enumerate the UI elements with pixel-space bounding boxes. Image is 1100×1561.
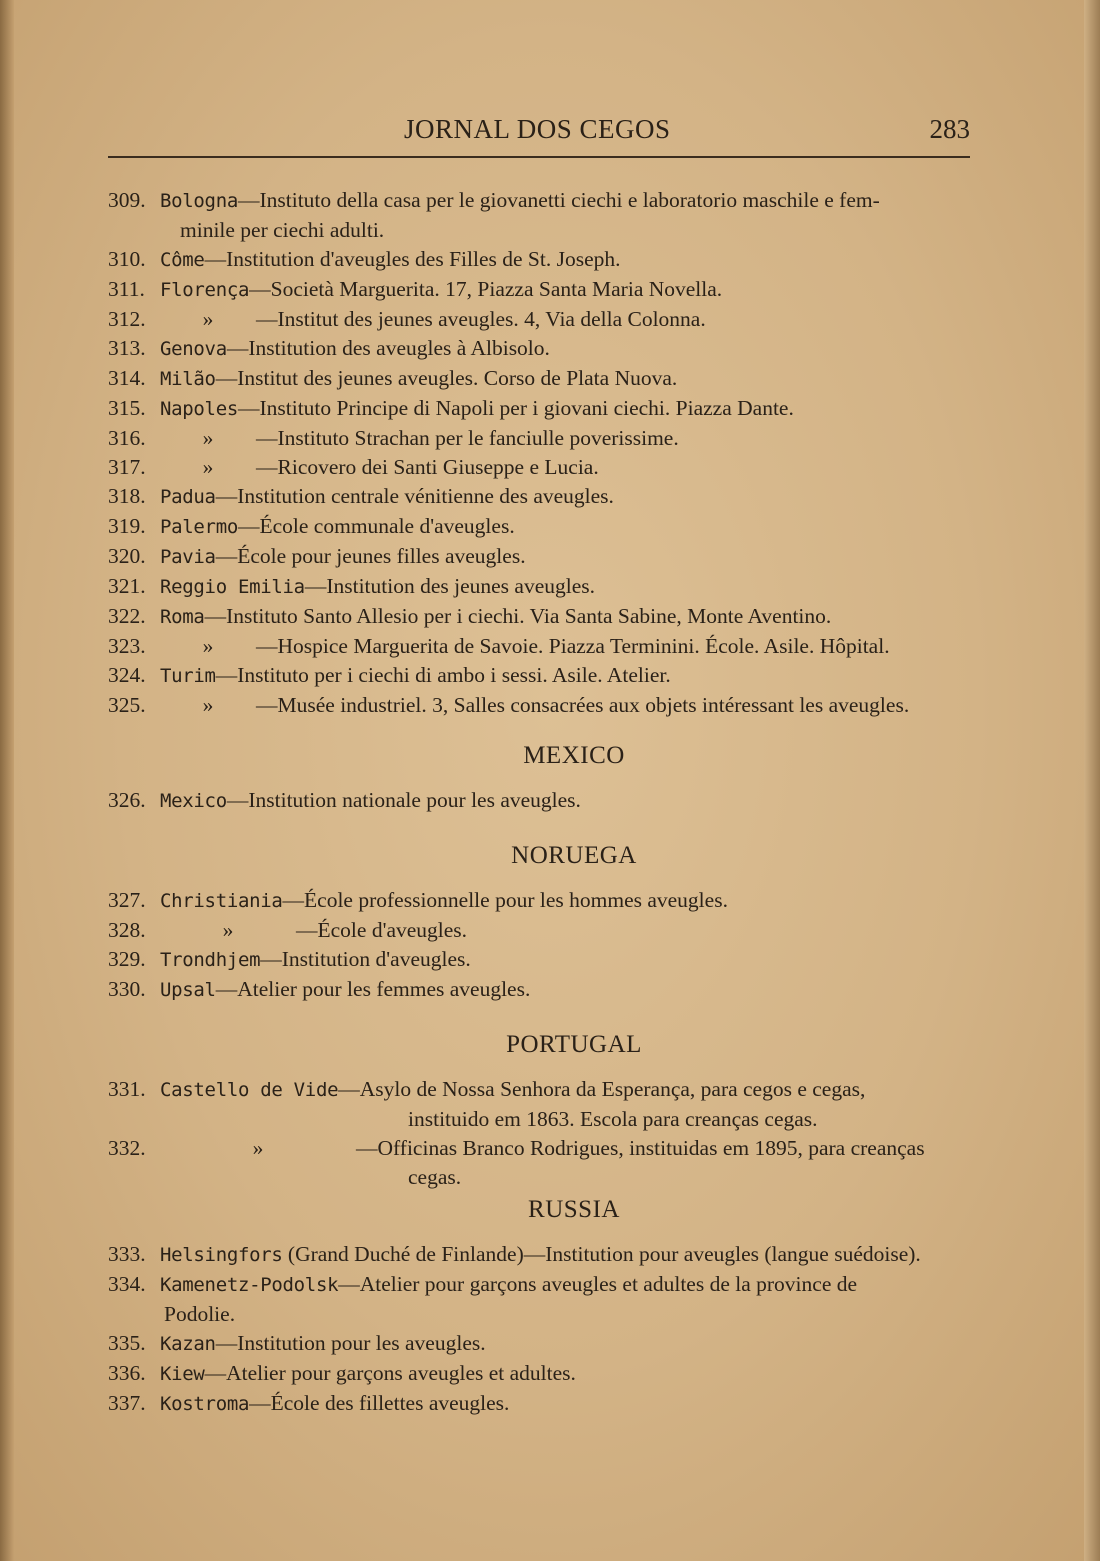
entry-body [160, 364, 980, 394]
entry-continuation: Podolie. [164, 1302, 236, 1326]
entry-body [160, 602, 980, 632]
entry-list-mexico [108, 786, 980, 816]
entry-number: 317. [108, 455, 146, 479]
entry-body [160, 661, 980, 691]
page-header [108, 112, 970, 152]
list-item [108, 632, 980, 661]
entry-text: —Institut des jeunes aveugles. Corso de Plata Nuova. [215, 366, 678, 390]
list-item [108, 691, 980, 720]
entry-body [160, 334, 980, 364]
place-name: Trondhjem [160, 949, 261, 971]
entry-body [160, 512, 980, 542]
list-item [108, 512, 980, 542]
entry-number: 326. [108, 788, 146, 812]
entry-number: 335. [108, 1331, 146, 1355]
entry-number: 324. [108, 663, 146, 687]
list-item [108, 334, 980, 364]
entry-body [160, 424, 980, 453]
entry-body [160, 245, 980, 275]
place-name: Kazan [160, 1333, 216, 1355]
entry-text: —Instituto Principe di Napoli per i giovani ciechi. Piazza Dante. [237, 396, 794, 420]
ditto-mark: » [202, 426, 214, 450]
entry-text: —École d'aveugles. [296, 918, 468, 942]
entry-number: 321. [108, 574, 146, 598]
place-name: Kostroma [160, 1393, 250, 1415]
place-name: Kamenetz-Podolsk [160, 1274, 339, 1296]
list-item [108, 482, 980, 512]
ditto-mark: » [202, 634, 214, 658]
place-name: Roma [160, 606, 205, 628]
entry-number: 320. [108, 544, 146, 568]
header-rule [108, 156, 970, 158]
running-title: JORNAL DOS CEGOS [404, 114, 671, 144]
list-item [108, 1240, 980, 1270]
list-item [108, 1359, 980, 1389]
place-name: Milão [160, 368, 216, 390]
entry-number: 314. [108, 366, 146, 390]
section-title-portugal: PORTUGAL [506, 1031, 642, 1058]
entry-text: (Grand Duché de Finlande)—Institution pour aveugles (langue suédoise). [282, 1242, 921, 1266]
entry-body [160, 453, 980, 482]
place-name: Pavia [160, 546, 216, 568]
entry-text: —Officinas Branco Rodrigues, instituidas em 1895, para creanças [356, 1136, 925, 1160]
entry-list-italy [108, 186, 980, 720]
list-item [108, 916, 980, 945]
entry-body [160, 916, 980, 945]
entry-number: 328. [108, 918, 146, 942]
entry-number: 309. [108, 188, 146, 212]
entry-text: —Musée industriel. 3, Salles consacrées aux objets intéressant les aveugles. [256, 693, 910, 717]
entry-text: —Società Marguerita. 17, Piazza Santa Maria Novella. [249, 277, 723, 301]
entry-text: —École professionnelle pour les hommes aveugles. [282, 888, 728, 912]
entry-body [160, 1389, 980, 1419]
list-item [108, 186, 980, 245]
entry-body [160, 305, 980, 334]
entry-body [160, 1329, 980, 1359]
entry-text: —Institution nationale pour les aveugles. [226, 788, 581, 812]
list-item [108, 1134, 980, 1192]
page-number: 283 [929, 114, 970, 144]
entry-number: 337. [108, 1391, 146, 1415]
place-name: Genova [160, 338, 227, 360]
entry-body [160, 1075, 980, 1134]
entry-text: —Institution des jeunes aveugles. [304, 574, 596, 598]
entry-text: —Institution d'aveugles. [260, 947, 471, 971]
ditto-mark: » [202, 307, 214, 331]
list-item [108, 245, 980, 275]
entry-continuation: cegas. [408, 1165, 462, 1189]
section-title-norway: NORUEGA [511, 842, 637, 869]
entry-text: —Institution pour les aveugles. [215, 1331, 486, 1355]
place-name: Reggio Emilia [160, 576, 305, 598]
ditto-mark: » [222, 918, 234, 942]
entry-list-norway [108, 886, 980, 1005]
list-item [108, 453, 980, 482]
entry-text: —Asylo de Nossa Senhora da Esperança, para cegos e cegas, [338, 1077, 866, 1101]
entry-text: —Instituto della casa per le giovanetti ciechi e laboratorio maschile e fem- [237, 188, 880, 212]
entry-text: —Institution centrale vénitienne des aveugles. [215, 484, 614, 508]
entry-number: 332. [108, 1136, 146, 1160]
list-item [108, 786, 980, 816]
place-name: Bologna [160, 190, 238, 212]
entry-number: 316. [108, 426, 146, 450]
entry-body [160, 1270, 980, 1329]
entry-text: —Ricovero dei Santi Giuseppe e Lucia. [256, 455, 599, 479]
section-title-mexico: MEXICO [523, 742, 625, 769]
list-item [108, 394, 980, 424]
entry-number: 310. [108, 247, 146, 271]
entry-body [160, 275, 980, 305]
place-name: Kiew [160, 1363, 205, 1385]
entry-body [160, 542, 980, 572]
entry-text: —École communale d'aveugles. [237, 514, 515, 538]
entry-body [160, 186, 980, 245]
entry-list-portugal [108, 1075, 980, 1192]
content-column [108, 186, 980, 1419]
list-item [108, 275, 980, 305]
entry-body [160, 786, 980, 816]
entry-number: 318. [108, 484, 146, 508]
entry-number: 325. [108, 693, 146, 717]
entry-number: 336. [108, 1361, 146, 1385]
entry-number: 311. [108, 277, 145, 301]
entry-body [160, 1240, 980, 1270]
list-item [108, 1329, 980, 1359]
entry-text: —École des fillettes aveugles. [249, 1391, 510, 1415]
place-name: Helsingfors [160, 1244, 283, 1266]
entry-text: —Atelier pour garçons aveugles et adultes. [204, 1361, 576, 1385]
entry-continuation: instituido em 1863. Escola para creanças cegas. [408, 1107, 818, 1131]
list-item [108, 661, 980, 691]
entry-body [160, 1359, 980, 1389]
entry-number: 312. [108, 307, 146, 331]
entry-body [160, 1134, 980, 1192]
page-outer-edge [1084, 0, 1100, 1561]
entry-number: 327. [108, 888, 146, 912]
entry-number: 329. [108, 947, 146, 971]
entry-text: —Institution d'aveugles des Filles de St. Joseph. [204, 247, 621, 271]
entry-list-russia [108, 1240, 980, 1419]
entry-number: 334. [108, 1272, 146, 1296]
entry-text: —Institut des jeunes aveugles. 4, Via della Colonna. [256, 307, 706, 331]
entry-text: —Atelier pour les femmes aveugles. [215, 977, 531, 1001]
entry-body [160, 394, 980, 424]
ditto-mark: » [252, 1136, 264, 1160]
entry-text: —Atelier pour garçons aveugles et adultes de la province de [338, 1272, 858, 1296]
page-binding-edge [0, 0, 14, 1561]
place-name: Palermo [160, 516, 238, 538]
entry-text: —École pour jeunes filles aveugles. [215, 544, 526, 568]
list-item [108, 1270, 980, 1329]
list-item [108, 602, 980, 632]
list-item [108, 1389, 980, 1419]
place-name: Turim [160, 665, 216, 687]
entry-body [160, 482, 980, 512]
list-item [108, 572, 980, 602]
entry-number: 313. [108, 336, 146, 360]
entry-number: 322. [108, 604, 146, 628]
entry-body [160, 572, 980, 602]
place-name: Christiania [160, 890, 283, 912]
place-name: Napoles [160, 398, 238, 420]
entry-body [160, 632, 980, 661]
list-item [108, 1075, 980, 1134]
entry-number: 323. [108, 634, 146, 658]
place-name: Côme [160, 249, 205, 271]
entry-number: 330. [108, 977, 146, 1001]
entry-number: 319. [108, 514, 146, 538]
entry-text: —Instituto Santo Allesio per i ciechi. Via Santa Sabine, Monte Aventino. [204, 604, 832, 628]
entry-text: —Institution des aveugles à Albisolo. [226, 336, 550, 360]
place-name: Upsal [160, 979, 216, 1001]
entry-continuation: minile per ciechi adulti. [180, 218, 385, 242]
list-item [108, 975, 980, 1005]
entry-body [160, 975, 980, 1005]
list-item [108, 364, 980, 394]
entry-number: 333. [108, 1242, 146, 1266]
place-name: Padua [160, 486, 216, 508]
list-item [108, 424, 980, 453]
list-item [108, 542, 980, 572]
list-item [108, 945, 980, 975]
entry-text: —Instituto per i ciechi di ambo i sessi. Asile. Atelier. [215, 663, 671, 687]
entry-body [160, 691, 980, 720]
entry-number: 331. [108, 1077, 146, 1101]
entry-body [160, 886, 980, 916]
entry-text: —Instituto Strachan per le fanciulle poverissime. [256, 426, 679, 450]
place-name: Mexico [160, 790, 227, 812]
entry-body [160, 945, 980, 975]
place-name: Castello de Vide [160, 1079, 339, 1101]
entry-text: —Hospice Marguerita de Savoie. Piazza Terminini. École. Asile. Hôpital. [256, 634, 890, 658]
section-title-russia: RUSSIA [528, 1196, 620, 1223]
ditto-mark: » [202, 455, 214, 479]
entry-number: 315. [108, 396, 146, 420]
ditto-mark: » [202, 693, 214, 717]
list-item [108, 305, 980, 334]
place-name: Florença [160, 279, 250, 301]
list-item [108, 886, 980, 916]
